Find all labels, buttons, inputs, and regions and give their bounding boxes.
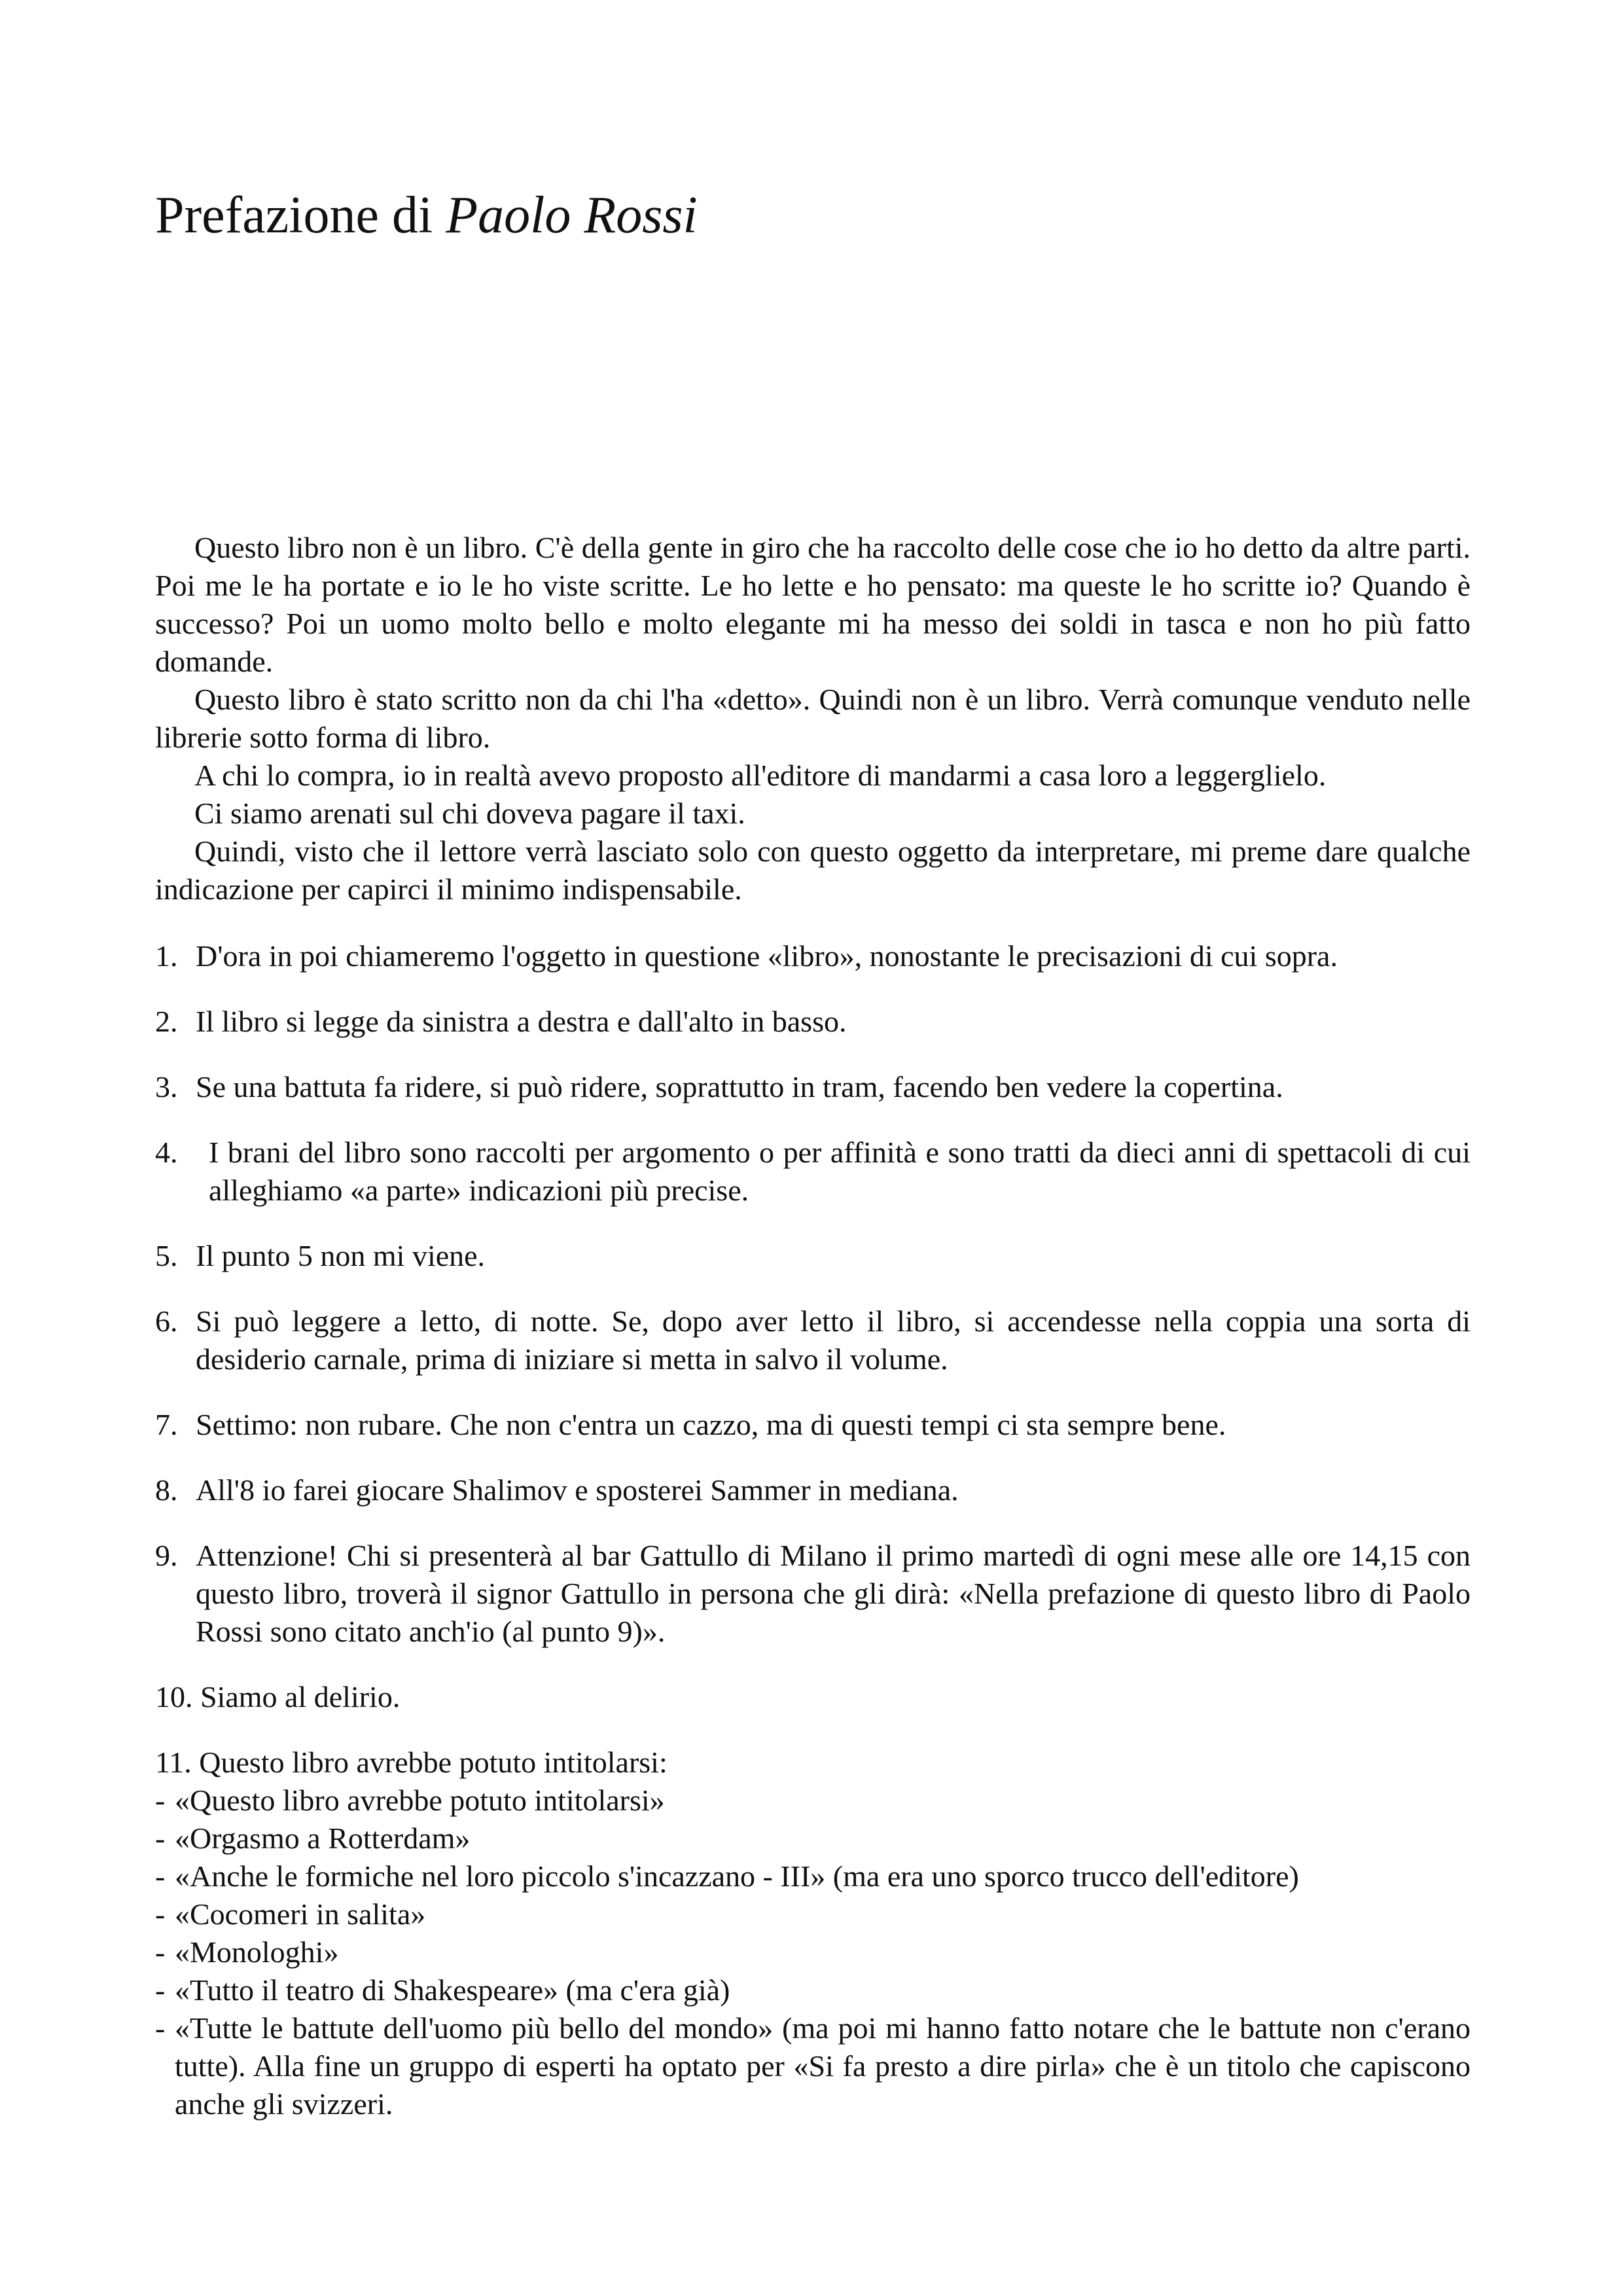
- list-number: 7.: [155, 1408, 178, 1441]
- title-prefix: Prefazione di: [155, 187, 446, 244]
- list-text: Se una battuta fa ridere, si può ridere, soprattutto in tram, facendo ben vedere la copertina.: [196, 1070, 1283, 1103]
- list-number: 3.: [155, 1070, 178, 1103]
- title-author: Paolo Rossi: [446, 187, 698, 244]
- paragraph: Questo libro non è un libro. C'è della gente in giro che ha raccolto delle cose che io ho detto da altre parti. Poi me le ha portate e io le ho viste scritte. Le ho lette e ho pensato: ma queste le ho scritte io? Quando è successo? Poi un uomo molto bello e molto elegante mi ha messo dei soldi in tasca e non ho più fatto domande.: [155, 531, 1471, 678]
- list-number: 2.: [155, 1005, 178, 1038]
- paragraph: Questo libro è stato scritto non da chi l'ha «detto». Quindi non è un libro. Verrà comunque venduto nelle librerie sotto forma di libro.: [155, 683, 1471, 754]
- list-item: [155, 1237, 1471, 1275]
- alternative-title: - «Tutte le battute dell'uomo più bello del mondo» (ma poi mi hanno fatto notare che le battute non c'erano tutte). Alla fine un gruppo di esperti ha optato per «Si fa presto a dire pirla» che è un titolo che capiscono anche gli svizzeri.: [155, 2009, 1471, 2123]
- list-text: Siamo al delirio.: [200, 1680, 401, 1713]
- list-text: Si può leggere a letto, di notte. Se, dopo aver letto il libro, si accendesse nella coppia una sorta di desiderio carnale, prima di iniziare si metta in salvo il volume.: [196, 1304, 1471, 1376]
- list-item: [155, 1537, 1471, 1651]
- list-number: 11.: [155, 1746, 192, 1779]
- list-number: 10.: [155, 1680, 193, 1713]
- page-title: [155, 187, 698, 244]
- list-number: 8.: [155, 1473, 178, 1507]
- alternative-title: - «Tutto il teatro di Shakespeare» (ma c'era già): [155, 1971, 1471, 2009]
- list-item: [155, 1068, 1471, 1106]
- alternative-titles-list: [155, 1782, 1471, 2123]
- alternative-title: - «Anche le formiche nel loro piccolo s'incazzano - III» (ma era uno sporco trucco dell'editore): [155, 1857, 1471, 1895]
- list-number: 4.: [155, 1136, 178, 1169]
- preface-body: [155, 529, 1471, 2123]
- list-text: All'8 io farei giocare Shalimov e sposterei Sammer in mediana.: [196, 1473, 959, 1507]
- list-number: 6.: [155, 1304, 178, 1338]
- list-text: Il libro si legge da sinistra a destra e dall'alto in basso.: [196, 1005, 847, 1038]
- list-item: [155, 1003, 1471, 1041]
- list-item: [155, 1744, 1471, 2123]
- alternative-title: - «Cocomeri in salita»: [155, 1895, 1471, 1933]
- list-item: [155, 937, 1471, 975]
- list-text: I brani del libro sono raccolti per argomento o per affinità e sono tratti da dieci anni di spettacoli di cui alleghiamo «a parte» indicazioni più precise.: [209, 1136, 1471, 1207]
- alternative-title: - «Monologhi»: [155, 1933, 1471, 1971]
- paragraph: Quindi, visto che il lettore verrà lasciato solo con questo oggetto da interpretare, mi preme dare qualche indicazione per capirci il minimo indispensabile.: [155, 834, 1471, 906]
- alternative-title: - «Orgasmo a Rotterdam»: [155, 1820, 1471, 1857]
- alternative-title: - «Questo libro avrebbe potuto intitolarsi»: [155, 1782, 1471, 1820]
- list-text: Settimo: non rubare. Che non c'entra un cazzo, ma di questi tempi ci sta sempre bene.: [196, 1408, 1226, 1441]
- list-text: Attenzione! Chi si presenterà al bar Gattullo di Milano il primo martedì di ogni mese alle ore 14,15 con questo libro, troverà il signor Gattullo in persona che gli dirà: «Nella prefazione di questo libro di Paolo Rossi sono citato anch'io (al punto 9)».: [196, 1539, 1471, 1648]
- list-text: Questo libro avrebbe potuto intitolarsi:: [199, 1746, 668, 1779]
- list-number: 5.: [155, 1239, 178, 1272]
- paragraph: Ci siamo arenati sul chi doveva pagare il taxi.: [194, 797, 745, 830]
- numbered-points: [155, 937, 1471, 2123]
- list-text: Il punto 5 non mi viene.: [196, 1239, 486, 1272]
- list-item: [155, 1678, 1471, 1716]
- list-text: D'ora in poi chiameremo l'oggetto in questione «libro», nonostante le precisazioni di cui sopra.: [196, 939, 1338, 973]
- list-number: 1.: [155, 939, 178, 973]
- list-item: [155, 1406, 1471, 1444]
- list-item: [155, 1134, 1471, 1210]
- list-number: 9.: [155, 1539, 178, 1572]
- list-item: [155, 1471, 1471, 1509]
- list-item: [155, 1302, 1471, 1378]
- paragraph: A chi lo compra, io in realtà avevo proposto all'editore di mandarmi a casa loro a leggerglielo.: [194, 759, 1327, 792]
